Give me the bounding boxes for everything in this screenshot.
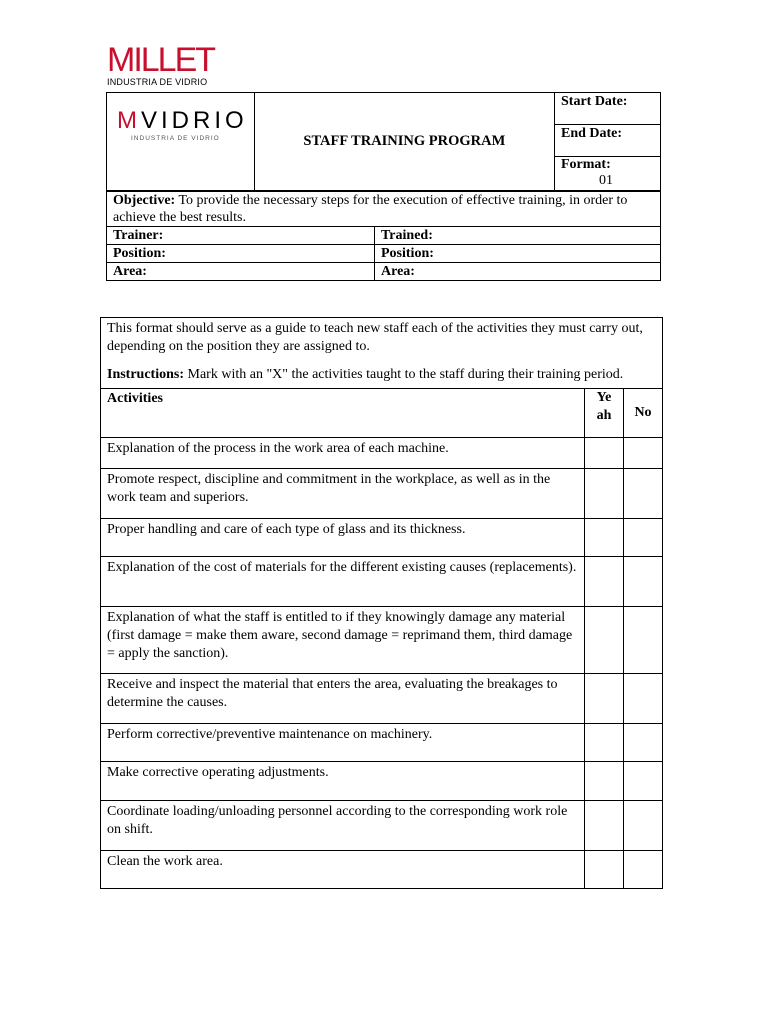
- guide-intro: This format should serve as a guide to teach new staff each of the activities they must carry out, depending on the position they are assigned to.: [107, 321, 643, 354]
- guide-cell: [101, 318, 663, 389]
- trainer-area-label: Area:: [107, 263, 375, 281]
- trained-label: Trained:: [375, 227, 661, 245]
- activity-no-checkbox[interactable]: [624, 724, 663, 762]
- activity-no-checkbox[interactable]: [624, 762, 663, 801]
- activity-yes-checkbox[interactable]: [585, 438, 624, 469]
- start-date-label: Start Date:: [555, 93, 661, 125]
- activity-no-checkbox[interactable]: [624, 519, 663, 557]
- activities-table: [100, 317, 663, 889]
- trained-position-label: Position:: [375, 245, 661, 263]
- activity-yes-checkbox[interactable]: [585, 801, 624, 851]
- trainer-label: Trainer:: [107, 227, 375, 245]
- activity-yes-checkbox[interactable]: [585, 557, 624, 607]
- millet-logo-name: MILLET: [107, 41, 215, 79]
- activity-no-checkbox[interactable]: [624, 801, 663, 851]
- activity-text: Receive and inspect the material that enters the area, evaluating the breakages to determine the causes.: [101, 674, 585, 724]
- header-table: [106, 92, 661, 191]
- activities-header: Activities: [101, 389, 585, 438]
- activity-no-checkbox[interactable]: [624, 557, 663, 607]
- activity-yes-checkbox[interactable]: [585, 469, 624, 519]
- format-cell: [555, 157, 661, 191]
- format-label: Format:: [561, 157, 611, 172]
- activity-yes-checkbox[interactable]: [585, 519, 624, 557]
- activity-yes-checkbox[interactable]: [585, 851, 624, 889]
- guide-instructions: [107, 366, 656, 384]
- activity-yes-checkbox[interactable]: [585, 607, 624, 674]
- objective-cell: [107, 192, 661, 227]
- instructions-text: Mark with an "X" the activities taught to the staff during their training period.: [184, 367, 624, 382]
- instructions-label: Instructions:: [107, 367, 185, 382]
- document-title: STAFF TRAINING PROGRAM: [254, 93, 554, 191]
- activity-no-checkbox[interactable]: [624, 851, 663, 889]
- activity-text: Coordinate loading/unloading personnel according to the corresponding work role on shift.: [101, 801, 585, 851]
- format-number: 01: [599, 173, 613, 188]
- info-table: [106, 191, 661, 281]
- activity-text: Proper handling and care of each type of glass and its thickness.: [101, 519, 585, 557]
- mvidrio-logo: [107, 93, 255, 191]
- mvidrio-logo-subtitle: INDUSTRIA DE VIDRIO: [131, 135, 220, 142]
- activity-text: Explanation of what the staff is entitled to if they knowingly damage any material (first damage = make them aware, second damage = reprimand them, third damage = apply the sanction).: [101, 607, 585, 674]
- activity-text: Explanation of the cost of materials for the different existing causes (replacements).: [101, 557, 585, 607]
- activity-yes-checkbox[interactable]: [585, 762, 624, 801]
- yes-column-header: Ye ah: [585, 389, 624, 438]
- activity-no-checkbox[interactable]: [624, 438, 663, 469]
- millet-logo: [107, 41, 217, 87]
- activity-no-checkbox[interactable]: [624, 607, 663, 674]
- activity-yes-checkbox[interactable]: [585, 674, 624, 724]
- activity-text: Explanation of the process in the work area of each machine.: [101, 438, 585, 469]
- objective-text: To provide the necessary steps for the execution of effective training, in order to achieve the best results.: [113, 193, 628, 225]
- activity-no-checkbox[interactable]: [624, 469, 663, 519]
- mvidrio-logo-name: MVIDRIO: [117, 107, 248, 134]
- activity-text: Perform corrective/preventive maintenance on machinery.: [101, 724, 585, 762]
- no-column-header: No: [624, 389, 663, 438]
- trained-area-label: Area:: [375, 263, 661, 281]
- end-date-label: End Date:: [555, 125, 661, 157]
- activity-no-checkbox[interactable]: [624, 674, 663, 724]
- activity-text: Promote respect, discipline and commitment in the workplace, as well as in the work team and superiors.: [101, 469, 585, 519]
- objective-label: Objective:: [113, 193, 176, 208]
- activity-yes-checkbox[interactable]: [585, 724, 624, 762]
- activity-text: Make corrective operating adjustments.: [101, 762, 585, 801]
- trainer-position-label: Position:: [107, 245, 375, 263]
- millet-logo-subtitle: INDUSTRIA DE VIDRIO: [107, 77, 208, 87]
- activity-text: Clean the work area.: [101, 851, 585, 889]
